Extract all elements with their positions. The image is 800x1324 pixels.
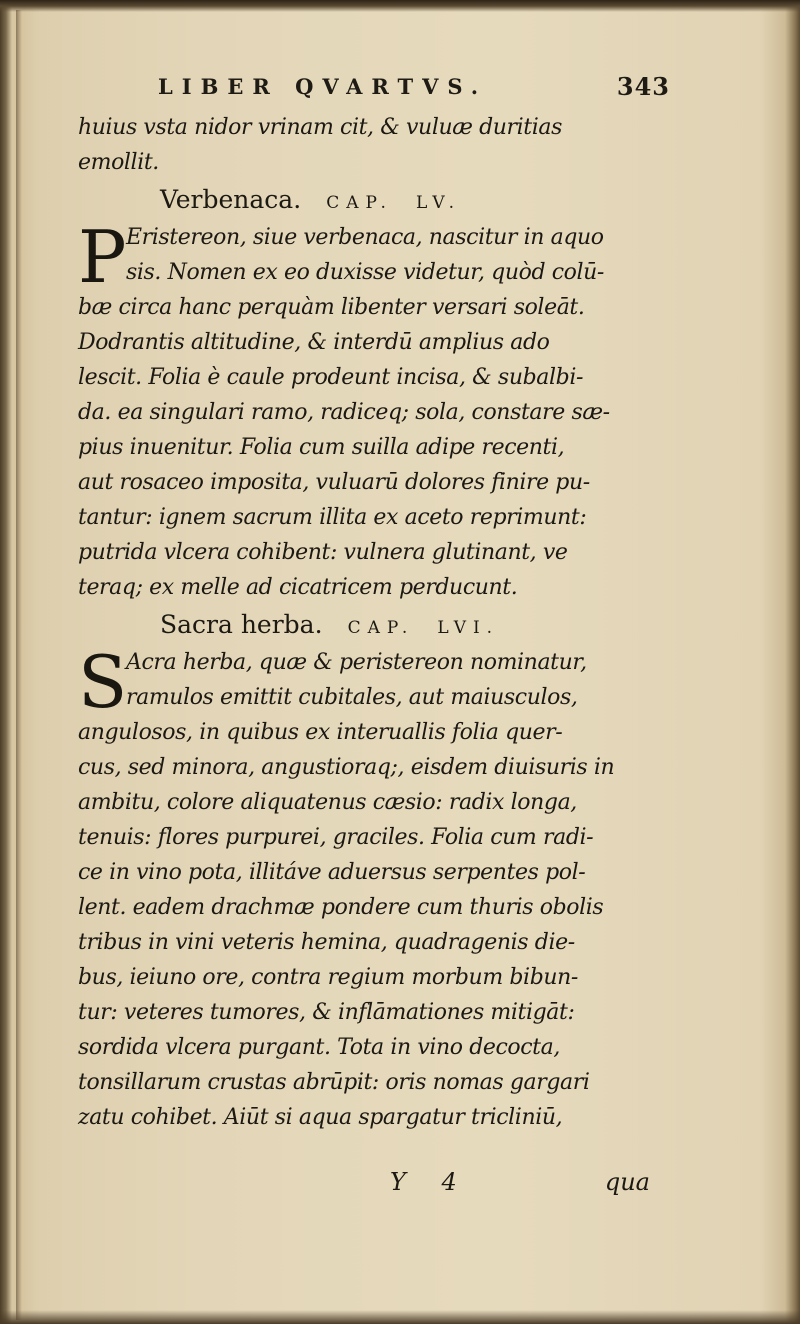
text-line: ce in vino pota, illitáve aduersus serpentes pol- [78, 860, 586, 885]
text-line: Dodrantis altitudine, & interdū amplius ado [78, 330, 550, 355]
chapter-body-55 [78, 215, 638, 605]
text-line: putrida vlcera cohibent: vulnera glutinant, ve [78, 540, 568, 565]
text-line: huius vsta nidor vrinam cit, & vuluæ duritias [78, 115, 562, 140]
binding-shadow [16, 10, 22, 1320]
drop-cap-initial: S [78, 640, 128, 724]
text-line: bus, ieiuno ore, contra regium morbum bibun- [78, 965, 578, 990]
text-line: bæ circa hanc perquàm libenter versari soleāt. [78, 295, 585, 320]
text-line: sis. Nomen ex eo duxisse videtur, quòd colū- [126, 260, 604, 285]
text-line: lent. eadem drachmæ pondere cum thuris obolis [78, 895, 604, 920]
catchword: qua [604, 1168, 650, 1196]
page-top-edge [0, 0, 800, 12]
text-line: emollit. [78, 150, 159, 175]
drop-cap-initial: P [78, 215, 127, 299]
text-line: da. ea singulari ramo, radiceq; sola, constare sæ- [78, 400, 610, 425]
text-line: ramulos emittit cubitales, aut maiusculos, [126, 685, 578, 710]
page-text [78, 110, 638, 1135]
text-line: tribus in vini veteris hemina, quadragenis die- [78, 930, 575, 955]
page-header [150, 74, 670, 114]
text-line: cus, sed minora, angustioraq;, eisdem diuisuris in [78, 755, 615, 780]
chapter-body-56 [78, 640, 638, 1135]
text-line: tantur: ignem sacrum illita ex aceto reprimunt: [78, 505, 587, 530]
chapter-heading-55 [78, 180, 638, 220]
chapter-number: LV. [416, 193, 462, 213]
text-line: Acra herba, quæ & peristereon nominatur, [126, 650, 587, 675]
text-line: aut rosaceo imposita, vuluarū dolores finire pu- [78, 470, 590, 495]
text-line: lescit. Folia è caule prodeunt incisa, & subalbi- [78, 365, 583, 390]
text-line: tenuis: flores purpurei, graciles. Folia cum radi- [78, 825, 594, 850]
chapter-cap-label: CAP. [347, 618, 415, 638]
chapter-number: LVI. [437, 618, 500, 638]
text-line: ambitu, colore aliquatenus cæsio: radix longa, [78, 790, 577, 815]
text-line: teraq; ex melle ad cicatricem perducunt. [78, 575, 518, 600]
chapter-heading-56 [78, 605, 638, 645]
text-line: tonsillarum crustas abrūpit: oris nomas gargari [78, 1070, 590, 1095]
page-bottom-edge [0, 1310, 800, 1324]
page-number: 343 [616, 72, 670, 101]
text-line: Eristereon, siue verbenaca, nascitur in aquo [126, 225, 604, 250]
chapter-title: Verbenaca. [160, 185, 302, 214]
running-head: LIBER QVARTVS. [158, 74, 488, 99]
text-line: angulosos, in quibus ex interuallis folia quer- [78, 720, 563, 745]
text-line: pius inuenitur. Folia cum suilla adipe recenti, [78, 435, 565, 460]
text-line: sordida vlcera purgant. Tota in vino decocta, [78, 1035, 560, 1060]
signature-mark: Y 4 [390, 1168, 471, 1196]
chapter-title: Sacra herba. [160, 610, 323, 639]
chapter-cap-label: CAP. [326, 193, 393, 213]
text-line: zatu cohibet. Aiūt si aqua spargatur tricliniū, [78, 1105, 563, 1130]
text-line: tur: veteres tumores, & inflāmationes mitigāt: [78, 1000, 575, 1025]
